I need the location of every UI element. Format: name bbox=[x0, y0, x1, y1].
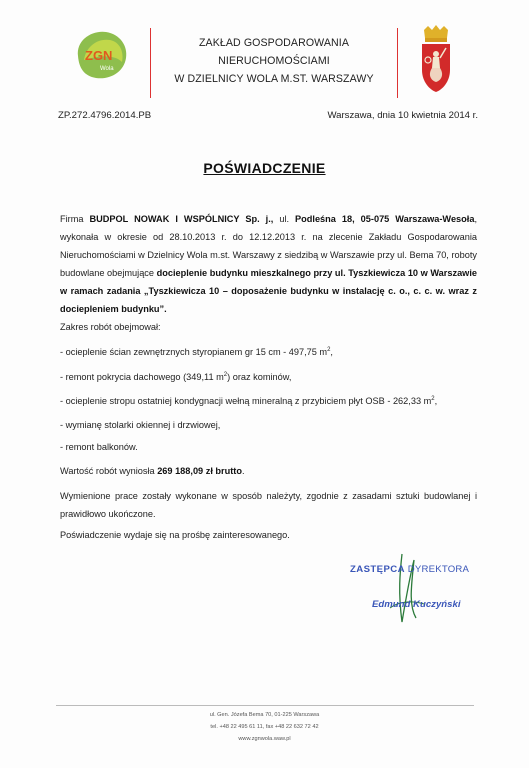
org-line-2: W DZIELNICY WOLA M.ST. WARSZAWY bbox=[174, 73, 374, 85]
svg-text:ZGN: ZGN bbox=[85, 48, 113, 63]
stamp-signatory-name: Edmund Kuczyński bbox=[372, 599, 461, 610]
stamp-position: ZASTĘPCA DYREKTORA bbox=[350, 564, 470, 575]
scope-item: - ocieplenie stropu ostatniej kondygnacji wełną mineralną z przybiciem płyt OSB - 262,33 $m^2$, bbox=[60, 396, 438, 407]
organization-name bbox=[150, 34, 398, 88]
handwritten-signature bbox=[372, 548, 432, 628]
intro-text-3: , wykonała w okresie od 28.10.2013 r. do 12.12.2013 r. na zlecenie Zakładu Gospodarowania Nieruchomościami w Dzielnicy Wola m.st. Warszawy z siedzibą w Warszawie przy ul. Bema 70, roboty budowlane obejmujące bbox=[60, 214, 477, 278]
warsaw-crest-icon bbox=[416, 24, 456, 94]
org-line-1: ZAKŁAD GOSPODAROWANIA NIERUCHOMOŚCIAMI bbox=[198, 37, 350, 67]
contract-value: Wartość robót wyniosła 269 188,09 zł brutto. bbox=[60, 466, 245, 476]
company-name: BUDPOL NOWAK I WSPÓLNICY Sp. j., bbox=[89, 214, 274, 224]
scope-item: - ocieplenie ścian zewnętrznych styropianem gr 15 cm - 497,75 $m^2$, bbox=[60, 347, 333, 358]
work-description: docieplenie budynku mieszkalnego przy ul. Tyszkiewicza 10 w Warszawie w ramach zadania „Tyszkiewicza 10 – doposażenie budynku w instalację c. o., c. c. w. wraz z dociepleniem budynku”. bbox=[60, 268, 477, 314]
intro-text-1: Firma bbox=[60, 214, 90, 224]
scope-item: - remont balkonów. bbox=[60, 442, 138, 452]
zgn-logo bbox=[70, 26, 134, 84]
document-title: POŚWIADCZENIE bbox=[203, 160, 326, 176]
reference-number: ZP.272.4796.2014.PB bbox=[58, 110, 152, 121]
svg-text:Wola: Wola bbox=[100, 66, 114, 72]
scope-item: - remont pokrycia dachowego (349,11 $m^2$) oraz kominów, bbox=[60, 372, 292, 383]
footer-contact: tel. +48 22 495 61 11, fax +48 22 632 72 42 bbox=[210, 724, 319, 730]
issued-for: Poświadczenie wydaje się na prośbę zainteresowanego. bbox=[60, 530, 290, 540]
place-date: Warszawa, dnia 10 kwietnia 2014 r. bbox=[327, 110, 478, 121]
closing-paragraph: Wymienione prace zostały wykonane w sposób należyty, zgodnie z zasadami sztuki budowlanej i prawidłowo ukończone. bbox=[60, 491, 477, 519]
company-address: Podleśna 18, 05-075 Warszawa-Wesoła bbox=[295, 214, 475, 224]
footer-website: www.zgnwola.waw.pl bbox=[238, 736, 291, 742]
intro-text-2: ul. bbox=[273, 214, 296, 224]
scope-label: Zakres robót obejmował: bbox=[60, 322, 161, 332]
value-amount: 269 188,09 zł brutto bbox=[157, 466, 242, 476]
header-rule-right bbox=[397, 28, 398, 98]
scope-item: - wymianę stolarki okiennej i drzwiowej, bbox=[60, 420, 221, 430]
intro-paragraph bbox=[60, 210, 477, 318]
footer-divider bbox=[56, 705, 474, 706]
footer-address: ul. Gen. Józefa Bema 70, 01-225 Warszawa bbox=[209, 712, 320, 718]
